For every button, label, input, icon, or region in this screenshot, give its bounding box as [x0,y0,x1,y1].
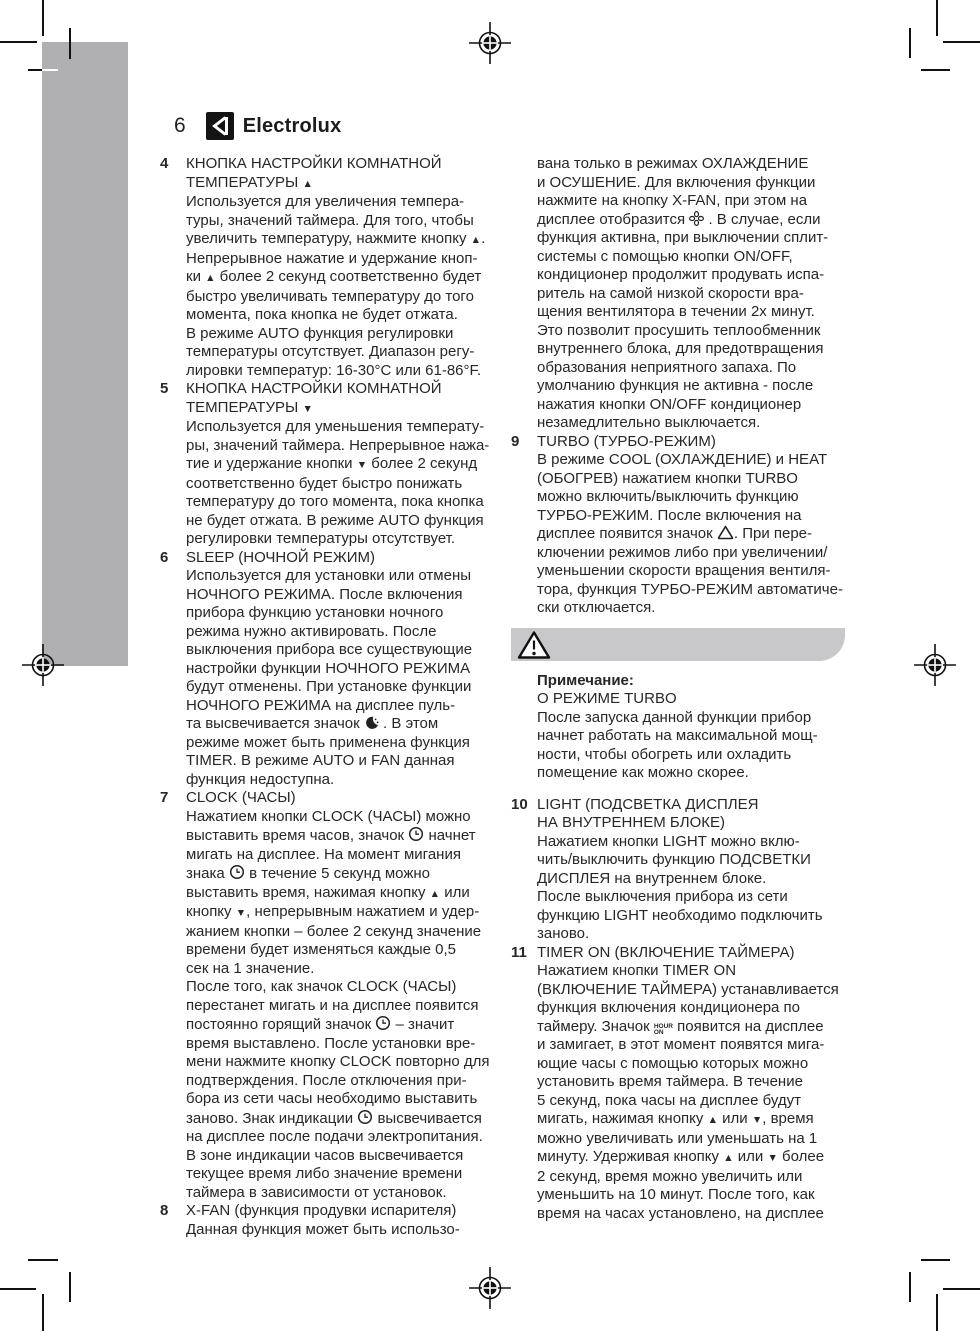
crop-mark [909,28,911,58]
crop-mark [0,41,37,43]
clock-icon [408,826,424,842]
note-title: Примечание: [537,671,634,689]
item-text: КНОПКА НАСТРОЙКИ КОМНАТНОЙ ТЕМПЕРАТУРЫ ▲ Используется для увеличения темпера- туры, значений таймера. Для того, чтобы увеличить температуру, нажмите кнопку ▲. Непрерывное нажатие и удержание кноп- ки ▲ более 2 секунд соответственно будет быстро увеличивать температуру до того момента, пока кнопка не будет отжата. В режиме AUTO функция регулировки температуры отсутствует. Диапазон регу- лировки температур: 16-30°C или 61-86°F. [186,155,486,379]
item-number: 9 [511,432,520,450]
registration-mark-icon [20,642,66,688]
temp-down-arrow-icon: ▼ [235,907,247,919]
temp-up-arrow-icon: ▲ [470,234,482,246]
crop-mark [921,69,950,71]
registration-mark-icon [467,20,513,66]
crop-mark [69,1272,71,1302]
temp-down-arrow-icon: ▼ [302,402,313,415]
page-header [174,112,341,140]
x-fan-icon [689,211,704,226]
crop-mark [0,1288,36,1290]
temp-up-arrow-icon: ▲ [723,1152,734,1164]
temp-down-arrow-icon: ▼ [356,459,368,471]
item-number: 5 [160,380,169,397]
electrolux-logo-icon [206,112,234,140]
brand-name: Electrolux [242,114,342,137]
item-text: CLOCK (ЧАСЫ) Нажатием кнопки CLOCK (ЧАСЫ) можно выставить время часов, значок начнет мигать на дисплее. На момент мигания знака в течение 5 секунд можно выставить время, нажимая кнопку ▲ или кнопку ▼, непрерывным нажатием и удер- жанием кнопки – более 2 секунд значение времени будет изменяться каждые 0,5 сек на 1 значение. После того, как значок CLOCK (ЧАСЫ) перестанет мигать и на дисплее появится постоянно горящий значок – значит время выставлено. После установки вре- мени нажмите кнопку CLOCK повторно для подтверждения. После отключения при- бора из сети часы необходимо выставить заново. Знак индикации высвечивается на дисплее после подачи электропитания. В зоне индикации часов высвечивается текущее время либо значение времени таймера в зависимости от установок. [186,789,490,1201]
crop-mark [921,1259,950,1261]
list-item [160,380,510,549]
continuation-paragraph [511,155,851,433]
crop-mark [28,69,42,71]
right-column [511,155,851,1223]
crop-mark [42,1294,44,1331]
item-text: LIGHT (ПОДСВЕТКА ДИСПЛЕЯ НА ВНУТРЕННЕМ БЛОКЕ) Нажатием кнопки LIGHT можно вклю- чить/выключить функцию ПОДСВЕТКИ ДИСПЛЕЯ на внутреннем блоке. После выключения прибора из сети функцию LIGHT необходимо подключить заново. [537,795,823,942]
item-text: КНОПКА НАСТРОЙКИ КОМНАТНОЙ ТЕМПЕРАТУРЫ ▼ Используется для уменьшения температу- ры, значений таймера. Непрерывное нажа- тие и удержание кнопки ▼ более 2 секунд соответственно будет быстро понижать температуру до того момента, пока кнопка не будет отжата. В режиме AUTO функция регулировки температуры отсутствует. [186,380,490,547]
temp-up-arrow-icon: ▲ [302,177,313,190]
clock-icon [357,1109,373,1125]
crop-mark [936,1294,938,1331]
temp-down-arrow-icon: ▼ [751,1114,763,1126]
item-text: вана только в режимах ОХЛАЖДЕНИЕ и ОСУШЕНИЕ. Для включения функции нажмите на кнопку X-FAN, при этом на дисплее отобразится . В случае, если функция активна, при выключении сплит- системы с помощью кнопки ON/OFF, кондиционер продолжит продувать испа- ритель на самой низкой скорости вра- щения вентилятора в течении 2х минут. Это позволит просушить теплообменник внутреннего блока, для предотвращения образования неприятного запаха. По умолчанию функция не активна - после нажатия кнопки ON/OFF кондиционер незамедлительно выключается. [537,155,829,431]
timer-hour-on-icon: HOUR ON [653,1023,673,1036]
crop-mark [69,28,71,59]
page-number: 6 [174,114,186,137]
temp-up-arrow-icon: ▲ [429,887,441,900]
warning-triangle-icon [517,630,551,660]
item-text: X-FAN (функция продувки испарителя) Данная функция может быть использо- [186,1202,460,1238]
list-item [160,789,510,1202]
sleep-moon-icon [364,716,379,730]
left-column [160,155,510,1239]
turbo-icon [717,525,734,540]
item-text: TIMER ON (ВКЛЮЧЕНИЕ ТАЙМЕРА) Нажатием кнопки TIMER ON (ВКЛЮЧЕНИЕ ТАЙМЕРА) устанавливается функция включения кондиционера по таймеру. Значок HOUR ON появится на дисплее и замигает, в этот момент появятся мига- ющие часы с помощью которых можно установить время таймера. В течение 5 секунд, пока часы на дисплее будут мигать, нажимая кнопку ▲ или ▼, время можно увеличивать или уменьшать на 1 минуту. Удерживая кнопку ▲ или ▼ более 2 секунд, время можно увеличить или уменьшить на 10 минут. После того, как время на часах установлено, на дисплее [537,943,839,1222]
item-number: 10 [511,795,528,813]
item-text: TURBO (ТУРБО-РЕЖИМ) В режиме COOL (ОХЛАЖДЕНИЕ) и HEAT (ОБОГРЕВ) нажатием кнопки TURBO можно включить/выключить функцию ТУРБО-РЕЖИМ. После включения на дисплее появится значок . При пере- ключении режимов либо при увеличении/ уменьшении скорости вращения вентиля- тора, функция ТУРБО-РЕЖИМ автоматиче- ски отключается. [537,432,843,616]
item-text: SLEEP (НОЧНОЙ РЕЖИМ) Используется для установки или отмены НОЧНОГО РЕЖИМА. После включения прибора функцию установки ночного режима нужно активировать. После выключения прибора все существующие настройки функции НОЧНОГО РЕЖИМА будут отменены. При установке функции НОЧНОГО РЕЖИМА на дисплее пуль- та высвечивается значок . В этом режиме может быть применена функция TIMER. В режиме AUTO и FAN данная функция недоступна. [186,548,473,788]
registration-mark-icon [912,642,958,688]
crop-mark [28,1259,58,1261]
item-number: 6 [160,548,169,566]
item-number [511,155,537,433]
crop-mark [943,1288,980,1290]
temp-up-arrow-icon: ▲ [707,1114,718,1126]
crop-mark [42,69,58,71]
list-item [511,796,851,944]
registration-mark-icon [467,1265,513,1311]
temp-up-arrow-icon: ▲ [205,272,216,284]
crop-mark [943,41,980,43]
chapter-tab-bar [42,42,128,666]
item-number: 7 [160,789,169,806]
crop-mark [936,0,938,36]
note-text: О РЕЖИМЕ TURBO После запуска данной функции прибор начнет работать на максимальной мощ- ности, чтобы обогреть или охладить помещение как можно скорее. [537,690,818,781]
temp-down-arrow-icon: ▼ [767,1152,778,1164]
note-block [537,672,851,783]
warning-banner [511,628,845,661]
list-item [160,1202,510,1239]
list-item [511,433,851,618]
list-item [511,944,851,1224]
crop-mark [909,1272,911,1302]
clock-icon [229,864,245,880]
clock-icon [375,1015,391,1031]
item-number: 8 [160,1202,169,1219]
item-number: 4 [160,155,169,172]
crop-mark [42,0,44,36]
list-item [160,549,510,790]
item-number: 11 [511,943,527,961]
list-item [160,155,510,380]
